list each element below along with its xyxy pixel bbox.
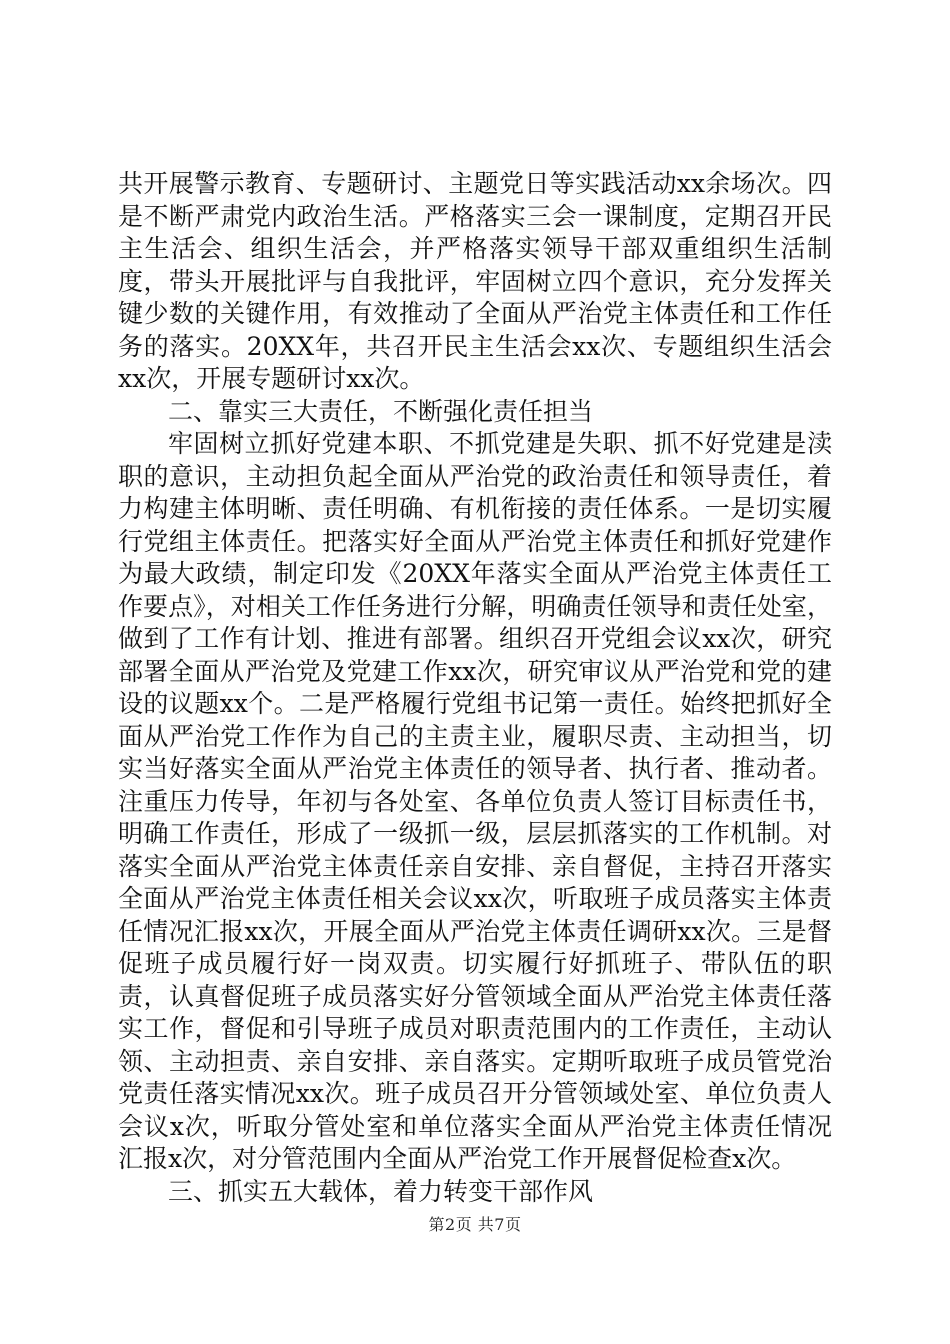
page-number-footer: 第2页 共7页 bbox=[428, 1215, 522, 1234]
document-body bbox=[118, 168, 832, 1208]
section-heading-three: 三、抓实五大载体，着力转变干部作风 bbox=[168, 1176, 594, 1206]
paragraph-responsibility: 牢固树立抓好党建本职、不抓党建是失职、抓不好党建是渎职的意识，主动担负起全面从严治党的政治责任和领导责任，着力构建主体明晰、责任明确、有机衔接的责任体系。一是切实履行党组主体责任。把落实好全面从严治党主体责任和抓好党建作为最大政绩，制定印发《20XX年落实全面从严治党主体责任工作要点》，对相关工作任务进行分解，明确责任领导和责任处室，做到了工作有计划、推进有部署。组织召开党组会议xx次，研究部署全面从严治党及党建工作xx次，研究审议从严治党和党的建设的议题xx个。二是严格履行党组书记第一责任。始终把抓好全面从严治党工作作为自己的主责主业，履职尽责、主动担当，切实当好落实全面从严治党主体责任的领导者、执行者、推动者。注重压力传导，年初与各处室、各单位负责人签订目标责任书，明确工作责任，形成了一级抓一级，层层抓落实的工作机制。对落实全面从严治党主体责任亲自安排、亲自督促，主持召开落实全面从严治党主体责任相关会议xx次，听取班子成员落实主体责任情况汇报xx次，开展全面从严治党主体责任调研xx次。三是督促班子成员履行好一岗双责。切实履行好抓班子、带队伍的职责，认真督促班子成员落实好分管领域全面从严治党主体责任落实工作，督促和引导班子成员对职责范围内的工作责任，主动认领、主动担责、亲自安排、亲自落实。定期听取班子成员管党治党责任落实情况xx次。班子成员召开分管领域处室、单位负责人会议x次，听取分管处室和单位落实全面从严治党主体责任情况汇报x次，对分管范围内全面从严治党工作开展督促检查x次。 bbox=[118, 429, 832, 1173]
paragraph-continuation: 共开展警示教育、专题研讨、主题党日等实践活动xx余场次。四是不断严肃党内政治生活。严格落实三会一课制度，定期召开民主生活会、组织生活会，并严格落实领导干部双重组织生活制度，带头开展批评与自我批评，牢固树立四个意识，充分发挥关键少数的关键作用，有效推动了全面从严治党主体责任和工作任务的落实。20XX年，共召开民主生活会xx次、专题组织生活会xx次，开展专题研讨xx次。 bbox=[118, 169, 832, 393]
section-heading-two: 二、靠实三大责任，不断强化责任担当 bbox=[168, 396, 594, 426]
